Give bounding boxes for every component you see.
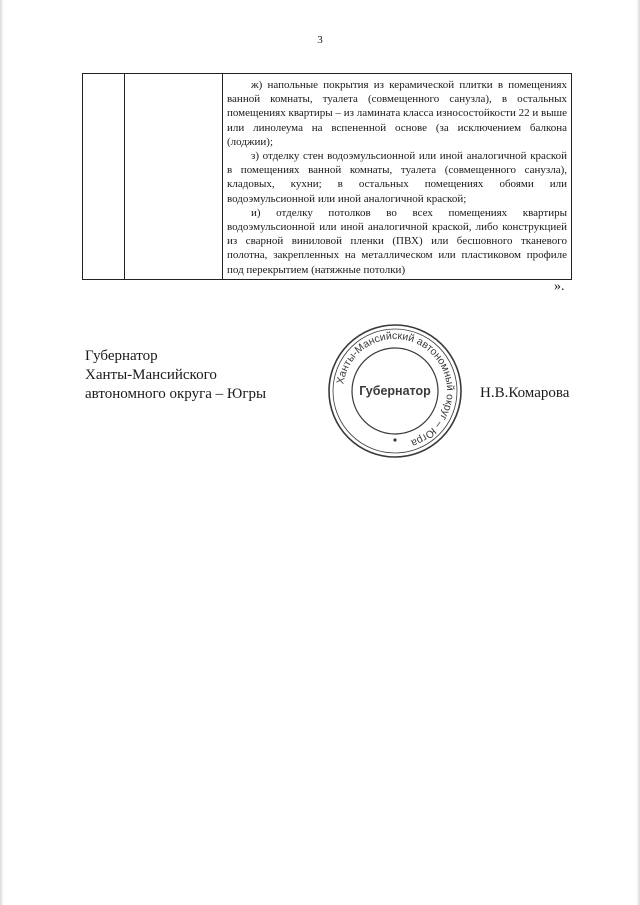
seal-center-text: Губернатор	[359, 384, 431, 398]
signature-title-line: автономного округа – Югры	[85, 386, 267, 402]
scan-edge-right	[636, 0, 640, 905]
paragraph-ceiling-finish: и) отделку потолков во всех помещениях квартиры водоэмульсионной или иной аналогичной краской, либо конструкцией из сварной виниловой пленки (ПВХ) или бесшовного тканевого полотна, закрепленных на металлическом или пластиковом профиле под перекрытием (натяжные потолки)	[227, 206, 567, 276]
signer-name: Н.В.Комарова	[480, 385, 570, 401]
scan-edge-left	[0, 0, 4, 905]
table-cell-number	[83, 74, 125, 280]
paragraph-floor-coverings: ж) напольные покрытия из керамической плитки в помещениях ванной комнаты, туалета (совмещенного санузла), в остальных помещениях квартиры – из ламината класса износостойкости 22 и выше или линолеума на вспененной основе (за исключением балкона (лоджии);	[227, 79, 567, 148]
table-row	[83, 74, 572, 280]
seal-ring-text: Ханты-Мансийский автономный округ – Югра	[334, 329, 457, 450]
seal-star-dot	[393, 438, 396, 441]
table-cell-name	[125, 74, 223, 280]
closing-quote-mark: ».	[554, 279, 565, 294]
signature-title-line: Ханты-Мансийского	[85, 367, 217, 383]
signature-title-line: Губернатор	[85, 348, 158, 364]
official-seal-stamp	[325, 321, 465, 461]
paragraph-wall-finish: з) отделку стен водоэмульсионной или иной аналогичной краской в помещениях ванной комнаты, туалета (совмещенного санузла), кладовых, кухни; в остальных помещениях обоями или водоэмульсионной или иной аналогичной краской;	[227, 150, 567, 205]
document-table	[82, 73, 572, 280]
page-number: 3	[317, 34, 323, 46]
table-cell-requirements	[223, 74, 572, 280]
signature-title-block	[85, 347, 266, 404]
